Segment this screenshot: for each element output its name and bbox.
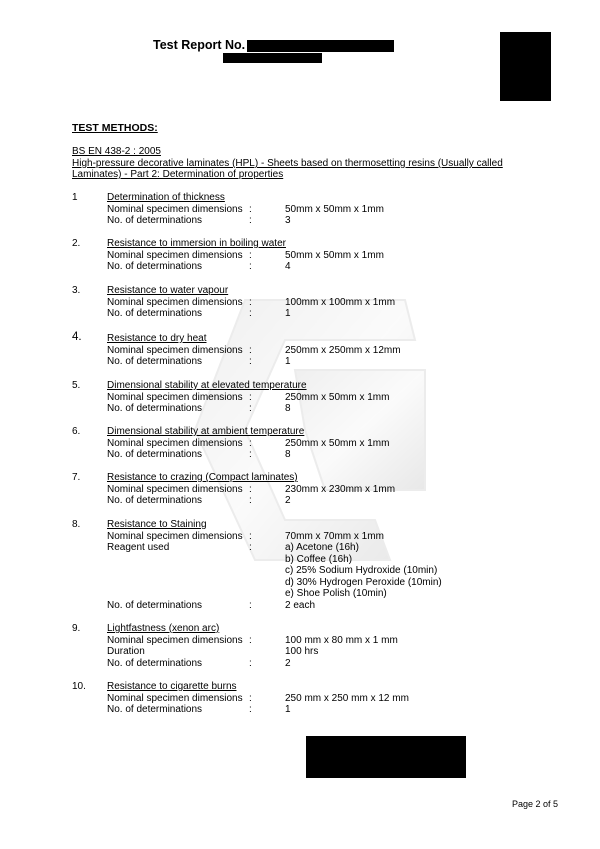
dets-row	[107, 658, 527, 670]
dims-value: 100mm x 100mm x 1mm	[285, 297, 396, 308]
colon: :	[249, 392, 252, 403]
test-number: 2.	[72, 238, 81, 249]
dets-label: No. of determinations	[107, 600, 203, 611]
dets-row	[107, 704, 527, 716]
test-name: Resistance to dry heat	[107, 333, 207, 344]
colon: :	[249, 495, 252, 506]
dets-value: 2 each	[285, 600, 316, 611]
dets-value: 1	[285, 308, 291, 319]
page-number: Page 2 of 5	[511, 799, 558, 809]
dims-value: 230mm x 230mm x 1mm	[285, 484, 396, 495]
duration-label: Duration	[107, 646, 145, 657]
colon: :	[249, 215, 252, 226]
dets-label: No. of determinations	[107, 215, 203, 226]
dims-value: 50mm x 50mm x 1mm	[285, 250, 384, 261]
dets-label: No. of determinations	[107, 704, 203, 715]
colon: :	[249, 635, 252, 646]
dims-value: 70mm x 70mm x 1mm	[285, 531, 384, 542]
dims-value: 250mm x 50mm x 1mm	[285, 392, 390, 403]
dims-label: Nominal specimen dimensions	[107, 345, 243, 356]
standard-description-line2: Laminates) - Part 2: Determination of properties	[72, 169, 284, 180]
colon: :	[249, 704, 252, 715]
reagent-value: b) Coffee (16h)	[285, 554, 353, 565]
test-name: Resistance to immersion in boiling water	[107, 238, 286, 249]
test-name: Dimensional stability at elevated temperature	[107, 380, 307, 391]
dets-label: No. of determinations	[107, 356, 203, 367]
colon: :	[249, 449, 252, 460]
test-name: Lightfastness (xenon arc)	[107, 623, 220, 634]
test-name: Determination of thickness	[107, 192, 225, 203]
test-number: 6.	[72, 426, 81, 437]
dims-value: 50mm x 50mm x 1mm	[285, 204, 384, 215]
dets-row	[107, 449, 527, 461]
dets-row	[107, 308, 527, 320]
colon: :	[249, 438, 252, 449]
dets-row	[107, 600, 527, 612]
dets-value: 3	[285, 215, 291, 226]
dims-label: Nominal specimen dimensions	[107, 693, 243, 704]
test-name: Resistance to Staining	[107, 519, 207, 530]
dets-value: 4	[285, 261, 291, 272]
dims-label: Nominal specimen dimensions	[107, 484, 243, 495]
dets-row	[107, 356, 527, 368]
colon: :	[249, 204, 252, 215]
reagent-value: a) Acetone (16h)	[285, 542, 359, 553]
dets-label: No. of determinations	[107, 658, 203, 669]
dets-label: No. of determinations	[107, 261, 203, 272]
dims-label: Nominal specimen dimensions	[107, 438, 243, 449]
section-title: TEST METHODS:	[72, 122, 158, 134]
reagent-label: Reagent used	[107, 542, 170, 553]
colon: :	[249, 484, 252, 495]
dims-label: Nominal specimen dimensions	[107, 531, 243, 542]
standard-code: BS EN 438-2 : 2005	[72, 146, 161, 157]
dets-row	[107, 495, 527, 507]
dims-label: Nominal specimen dimensions	[107, 297, 243, 308]
dets-value: 2	[285, 658, 291, 669]
test-name: Resistance to cigarette burns	[107, 681, 237, 692]
redacted-signature-block	[306, 736, 466, 778]
test-name: Dimensional stability at ambient temperature	[107, 426, 305, 437]
dims-value: 100 mm x 80 mm x 1 mm	[285, 635, 398, 646]
dets-label: No. of determinations	[107, 495, 203, 506]
test-number: 8.	[72, 519, 81, 530]
dims-label: Nominal specimen dimensions	[107, 635, 243, 646]
reagent-value: c) 25% Sodium Hydroxide (10min)	[285, 565, 438, 576]
colon: :	[249, 308, 252, 319]
colon: :	[249, 261, 252, 272]
dets-value: 8	[285, 449, 291, 460]
redacted-report-number	[247, 40, 394, 52]
dets-row	[107, 261, 527, 273]
test-number: 5.	[72, 380, 81, 391]
colon: :	[249, 297, 252, 308]
test-name: Resistance to crazing (Compact laminates)	[107, 472, 298, 483]
dets-label: No. of determinations	[107, 308, 203, 319]
dims-value: 250 mm x 250 mm x 12 mm	[285, 693, 409, 704]
dims-value: 250mm x 50mm x 1mm	[285, 438, 390, 449]
dets-value: 1	[285, 356, 291, 367]
dets-value: 1	[285, 704, 291, 715]
colon: :	[249, 658, 252, 669]
test-number: 1	[72, 192, 78, 203]
dets-label: No. of determinations	[107, 449, 203, 460]
test-number: 7.	[72, 472, 81, 483]
reagent-row	[107, 565, 527, 577]
test-number: 4.	[72, 331, 82, 343]
colon: :	[249, 403, 252, 414]
standard-description-line1: High-pressure decorative laminates (HPL) - Sheets based on thermosetting resins (Usually called	[72, 158, 503, 169]
test-number: 10.	[72, 681, 86, 692]
colon: :	[249, 345, 252, 356]
reagent-value: e) Shoe Polish (10min)	[285, 588, 387, 599]
report-title: Test Report No.	[153, 38, 246, 52]
dims-label: Nominal specimen dimensions	[107, 250, 243, 261]
reagent-row	[107, 588, 527, 600]
duration-value: 100 hrs	[285, 646, 319, 657]
dims-value: 250mm x 250mm x 12mm	[285, 345, 401, 356]
colon: :	[249, 531, 252, 542]
colon: :	[249, 600, 252, 611]
test-name: Resistance to water vapour	[107, 285, 229, 296]
reagent-value: d) 30% Hydrogen Peroxide (10min)	[285, 577, 442, 588]
dets-value: 2	[285, 495, 291, 506]
dims-label: Nominal specimen dimensions	[107, 392, 243, 403]
colon: :	[249, 693, 252, 704]
dets-row	[107, 215, 527, 227]
redacted-logo	[500, 32, 551, 101]
colon: :	[249, 542, 252, 553]
dims-label: Nominal specimen dimensions	[107, 204, 243, 215]
duration-row	[107, 646, 527, 658]
reagent-row	[107, 542, 527, 554]
test-number: 9.	[72, 623, 81, 634]
test-number: 3.	[72, 285, 81, 296]
colon: :	[249, 356, 252, 367]
dets-value: 8	[285, 403, 291, 414]
dets-label: No. of determinations	[107, 403, 203, 414]
dets-row	[107, 403, 527, 415]
colon: :	[249, 250, 252, 261]
redacted-subheader	[223, 53, 322, 63]
